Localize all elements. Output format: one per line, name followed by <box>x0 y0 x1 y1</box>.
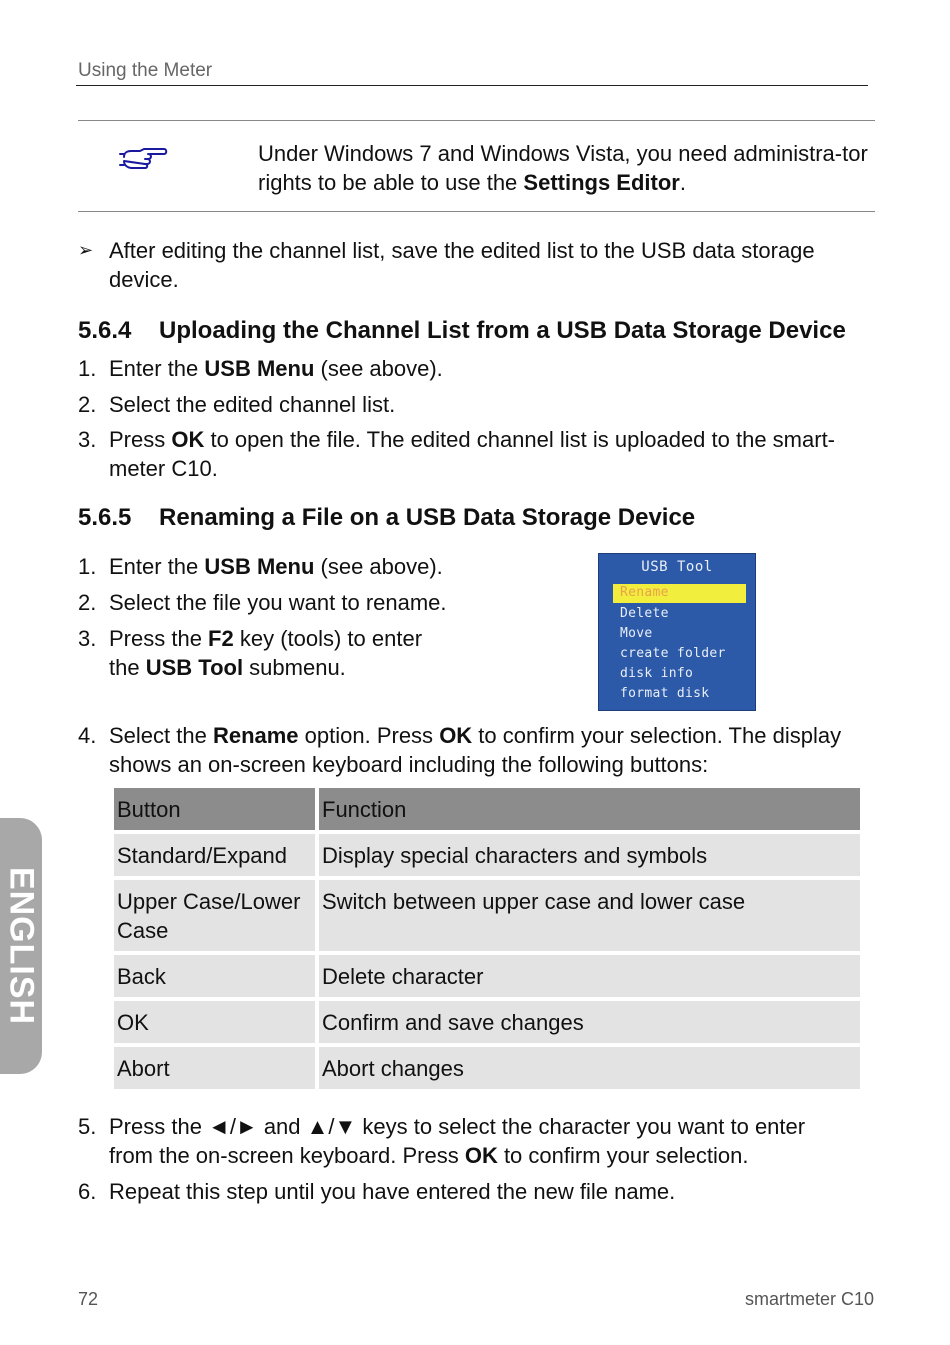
heading-5-6-5: 5.6.5 Renaming a File on a USB Data Storage Device <box>78 504 696 531</box>
table-row <box>114 880 860 951</box>
page-number: 72 <box>78 1289 99 1309</box>
header-rule <box>76 85 868 86</box>
table-row <box>114 1047 860 1089</box>
usb-tool-item: Move <box>620 626 653 641</box>
usb-tool-item: disk info <box>620 666 694 681</box>
step-565-4: 4. Select the Rename option. Press OK to confirm your selection. The display shows an on-screen keyboard including the following buttons: <box>78 723 842 777</box>
table-cell: Upper Case/Lower Case <box>114 880 315 951</box>
table-header-cell: Button <box>114 788 315 830</box>
pointing-hand-icon <box>118 140 170 180</box>
step-564-3: 3. Press OK to open the file. The edited channel list is uploaded to the smart-meter C10. <box>78 427 836 481</box>
table-cell: OK <box>114 1001 315 1043</box>
button-function-table <box>110 784 864 1093</box>
usb-tool-item: Delete <box>620 606 669 621</box>
table-cell: Standard/Expand <box>114 834 315 876</box>
step-564-2: 2. Select the edited channel list. <box>78 392 396 417</box>
table-header-cell: Function <box>319 788 860 830</box>
product-name: smartmeter C10 <box>744 1289 874 1309</box>
table-cell: Display special characters and symbols <box>319 834 860 876</box>
table-row <box>114 1001 860 1043</box>
table-cell: Switch between upper case and lower case <box>319 880 860 951</box>
step-565-2: 2. Select the file you want to rename. <box>78 590 447 615</box>
table-cell: Back <box>114 955 315 997</box>
heading-5-6-4: 5.6.4 Uploading the Channel List from a USB Data Storage Device <box>78 317 846 344</box>
table-cell: Confirm and save changes <box>319 1001 860 1043</box>
note-top-rule <box>78 120 875 121</box>
step-564-1: 1. Enter the USB Menu (see above). <box>78 356 443 381</box>
usb-tool-item: format disk <box>620 686 710 701</box>
step-565-5: 5. Press the ◄/► and ▲/▼ keys to select the character you want to enter from the on-screen keyboard. Press OK to confirm your selection. <box>78 1114 806 1168</box>
usb-tool-item: create folder <box>620 646 726 661</box>
language-side-tab: ENGLISH <box>0 818 42 1074</box>
usb-tool-title: USB Tool <box>641 559 713 575</box>
running-header: Using the Meter <box>78 60 213 81</box>
table-cell: Abort <box>114 1047 315 1089</box>
table-header-row <box>114 788 860 830</box>
usb-tool-selected-item: Rename <box>613 584 746 603</box>
usb-tool-menu-screenshot <box>598 553 756 711</box>
table-row <box>114 955 860 997</box>
table-cell: Abort changes <box>319 1047 860 1089</box>
arrow-bullet-icon: ➢ <box>78 240 94 260</box>
step-565-1: 1. Enter the USB Menu (see above). <box>78 554 443 579</box>
step-565-6: 6. Repeat this step until you have entered the new file name. <box>78 1179 676 1204</box>
step-565-3: 3. Press the F2 key (tools) to enter the USB Tool submenu. <box>78 626 423 680</box>
table-cell: Delete character <box>319 955 860 997</box>
table-row <box>114 834 860 876</box>
note-bottom-rule <box>78 211 875 212</box>
note-text: Under Windows 7 and Windows Vista, you need administra-tor rights to be able to use the Settings Editor. <box>258 141 868 195</box>
